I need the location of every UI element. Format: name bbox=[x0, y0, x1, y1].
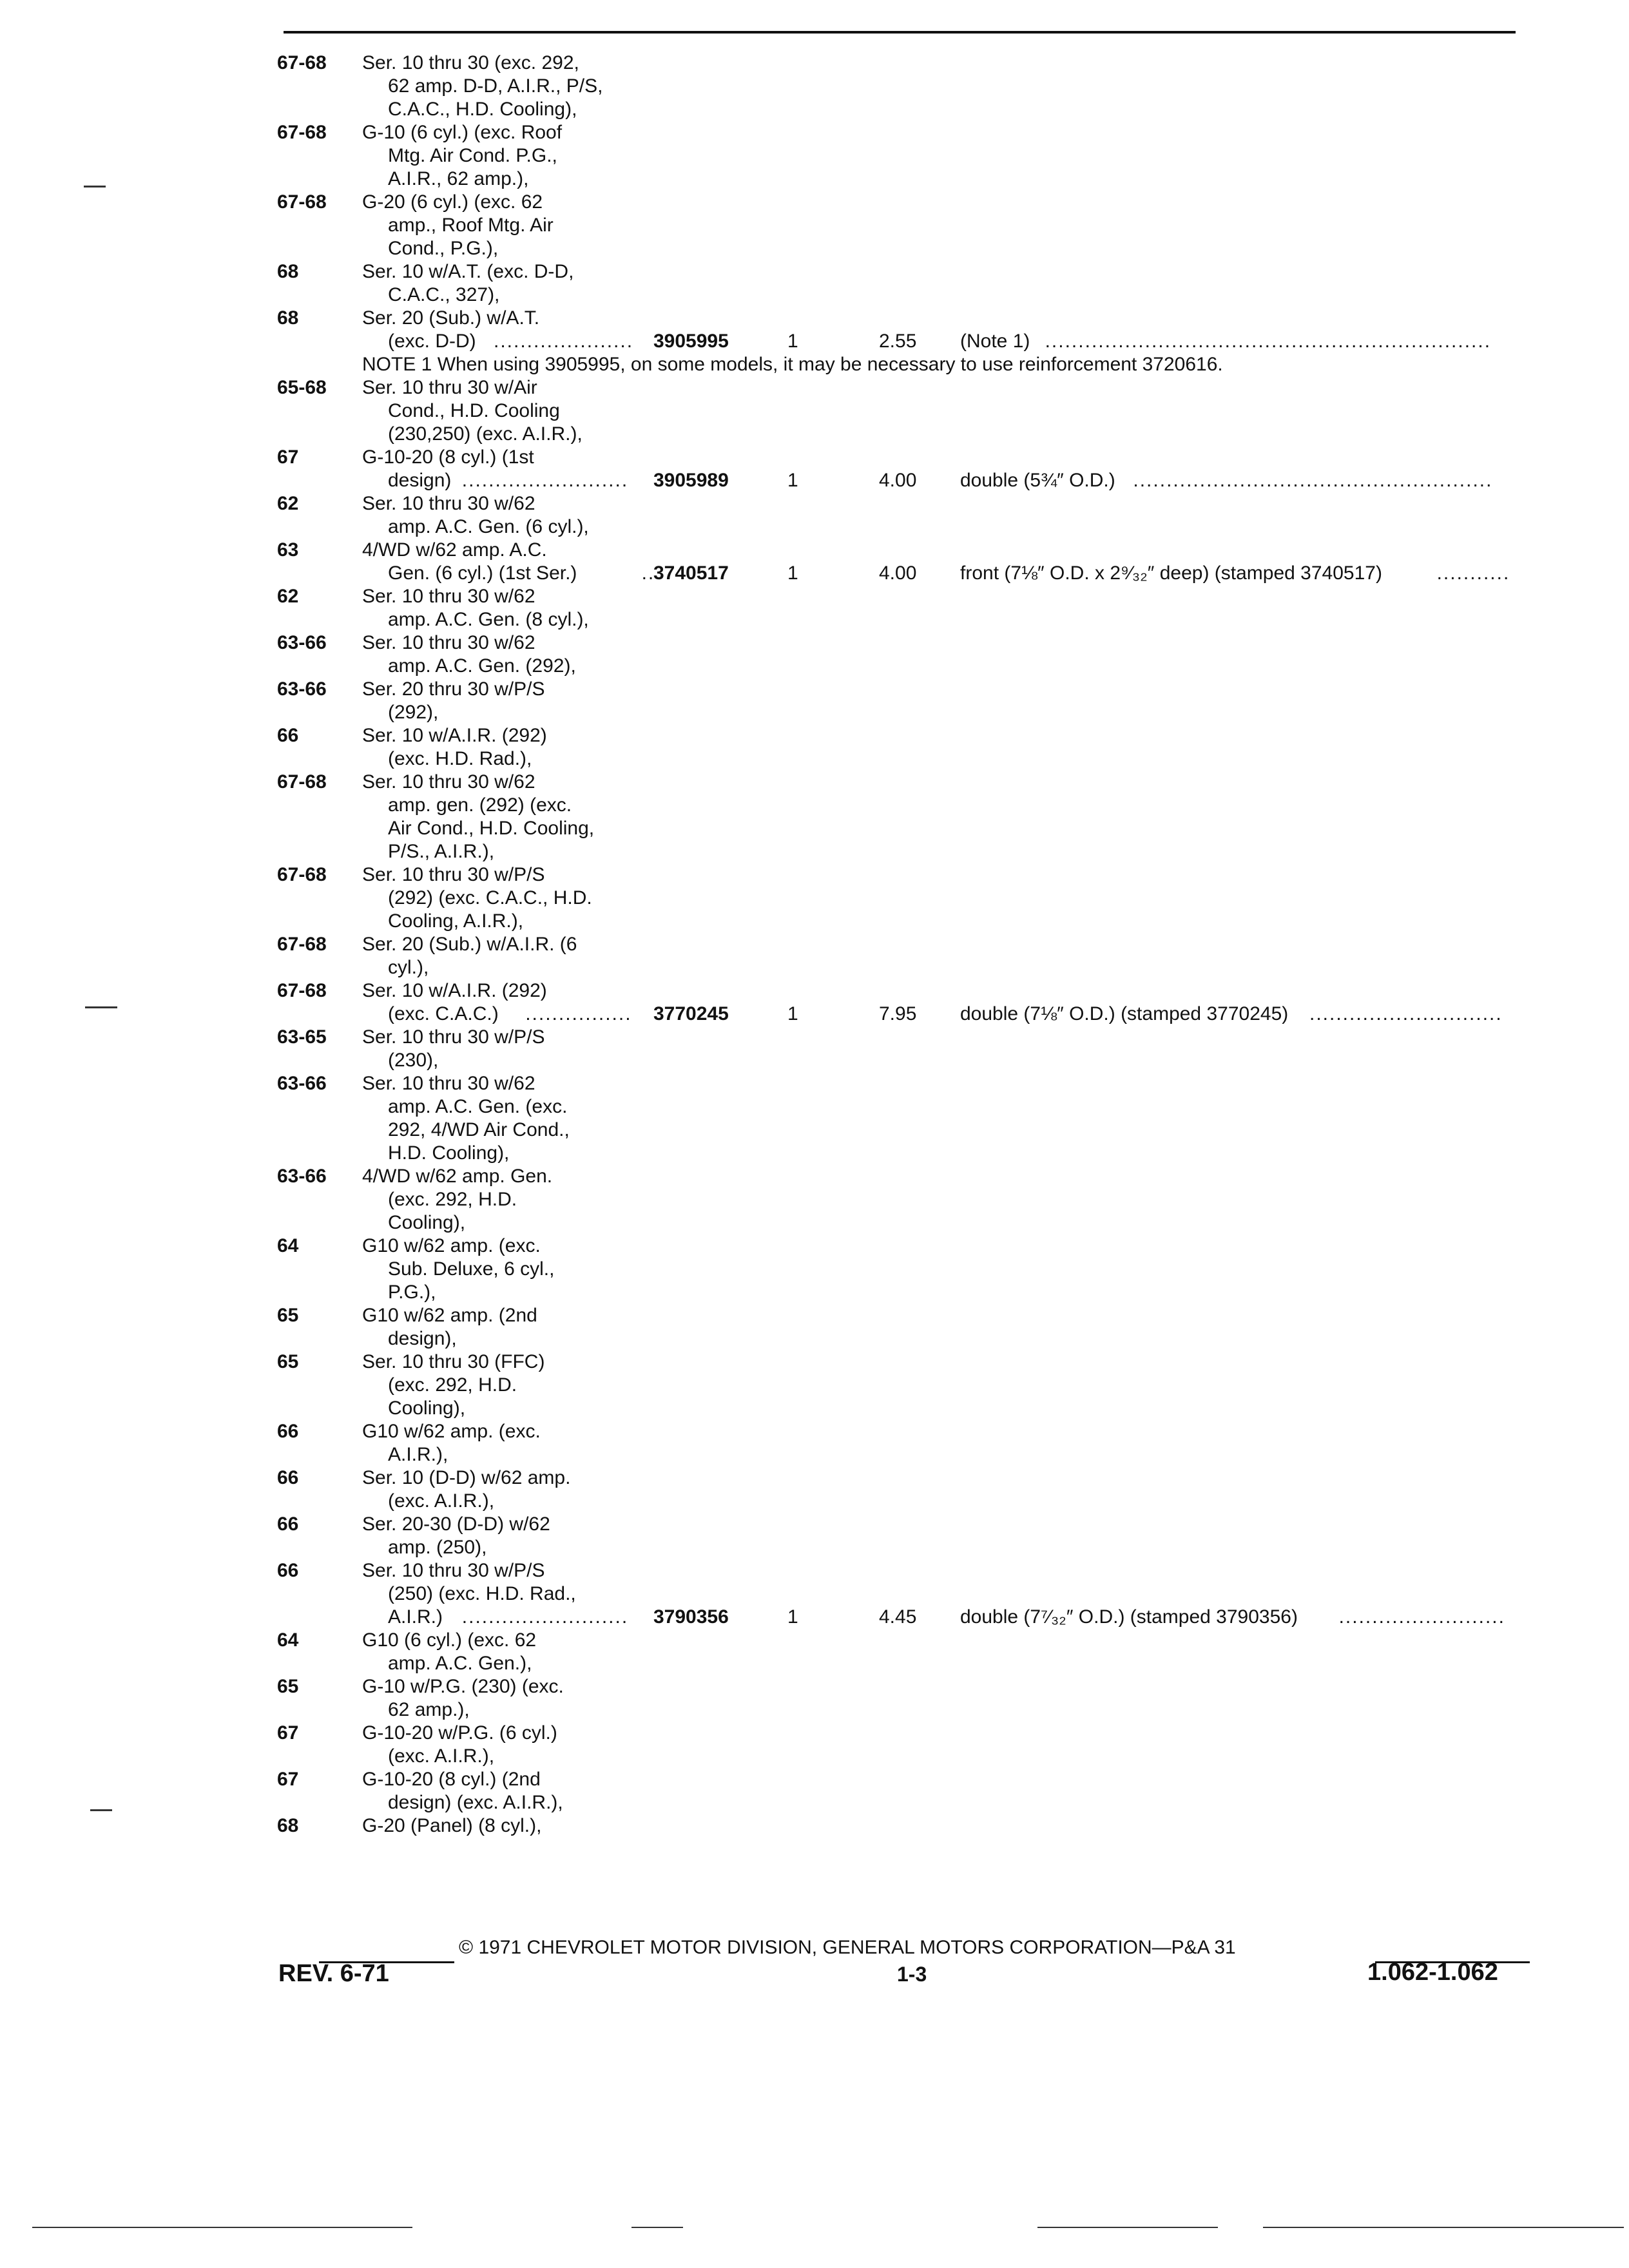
application-text: amp. (250), bbox=[388, 1537, 487, 1558]
quantity: 1 bbox=[787, 1606, 798, 1628]
application-entry bbox=[277, 1466, 1566, 1513]
application-text: Ser. 10 thru 30 w/62 bbox=[362, 771, 535, 793]
application-entry bbox=[277, 52, 1566, 121]
part-description: front (7⅛″ O.D. x 2⁹⁄₃₂″ deep) (stamped 3740517) bbox=[960, 562, 1382, 584]
model-year: 67-68 bbox=[277, 864, 327, 885]
section-number: 1.062-1.062 bbox=[1367, 1959, 1498, 1986]
dot-leader: .. bbox=[641, 562, 655, 584]
model-year: 66 bbox=[277, 1467, 299, 1488]
application-text: Ser. 10 thru 30 w/62 bbox=[362, 1073, 535, 1094]
application-entry bbox=[277, 1675, 1566, 1722]
application-text: Cooling), bbox=[388, 1212, 466, 1233]
application-text: cyl.), bbox=[388, 957, 429, 978]
application-text: H.D. Cooling), bbox=[388, 1142, 510, 1164]
part-number: 3790356 bbox=[653, 1606, 729, 1628]
application-entry bbox=[277, 771, 1566, 863]
application-text: amp. A.C. Gen. (292), bbox=[388, 655, 576, 677]
application-entry bbox=[277, 376, 1566, 446]
part-number: 3740517 bbox=[653, 562, 729, 584]
application-text: amp. A.C. Gen. (6 cyl.), bbox=[388, 516, 589, 537]
application-entry bbox=[277, 1235, 1566, 1304]
application-text: 4/WD w/62 amp. Gen. bbox=[362, 1166, 553, 1187]
model-year: 67-68 bbox=[277, 934, 327, 955]
application-text: G-10 (6 cyl.) (exc. Roof bbox=[362, 122, 563, 143]
application-text: G10 (6 cyl.) (exc. 62 bbox=[362, 1629, 537, 1651]
application-entry bbox=[277, 1722, 1566, 1768]
application-text: Cond., H.D. Cooling bbox=[388, 400, 560, 421]
application-text: Ser. 20 thru 30 w/P/S bbox=[362, 678, 545, 700]
application-entry bbox=[277, 1026, 1566, 1072]
application-text: Ser. 20 (Sub.) w/A.T. bbox=[362, 307, 540, 329]
application-text: 4/WD w/62 amp. A.C. bbox=[362, 539, 547, 561]
application-text: G-10-20 w/P.G. (6 cyl.) bbox=[362, 1722, 557, 1744]
application-text: G-10-20 (8 cyl.) (2nd bbox=[362, 1769, 541, 1790]
model-year: 66 bbox=[277, 725, 299, 746]
dot-leader: ......................... bbox=[461, 1606, 629, 1628]
application-text: (292) (exc. C.A.C., H.D. bbox=[388, 887, 592, 908]
application-text: (exc. 292, H.D. bbox=[388, 1374, 517, 1396]
application-text: (230,250) (exc. A.I.R.), bbox=[388, 423, 583, 445]
quantity: 1 bbox=[787, 331, 798, 352]
quantity: 1 bbox=[787, 1003, 798, 1024]
model-year: 63-66 bbox=[277, 632, 327, 653]
application-entry bbox=[277, 678, 1566, 724]
page-number: 1-3 bbox=[897, 1963, 927, 1986]
application-text: (exc. C.A.C.) bbox=[388, 1003, 499, 1024]
list-price: 4.00 bbox=[879, 470, 917, 491]
dot-leader: ................ bbox=[525, 1003, 632, 1024]
part-number: 3905995 bbox=[653, 331, 729, 352]
application-text: amp. A.C. Gen.), bbox=[388, 1653, 532, 1674]
application-text: G10 w/62 amp. (2nd bbox=[362, 1305, 537, 1326]
application-text: P.G.), bbox=[388, 1282, 436, 1303]
application-entry bbox=[277, 724, 1566, 771]
application-entry bbox=[277, 631, 1566, 678]
dot-leader: ........... bbox=[1436, 562, 1510, 584]
application-text: Ser. 10 thru 30 w/62 bbox=[362, 493, 535, 514]
application-text: Mtg. Air Cond. P.G., bbox=[388, 145, 557, 166]
application-text: A.I.R.) bbox=[388, 1606, 443, 1628]
application-text: design), bbox=[388, 1328, 457, 1349]
application-text: Ser. 10 (D-D) w/62 amp. bbox=[362, 1467, 571, 1488]
application-text: C.A.C., 327), bbox=[388, 284, 500, 305]
dot-leader: ......................... bbox=[1338, 1606, 1505, 1628]
margin-mark bbox=[90, 1809, 112, 1811]
model-year: 64 bbox=[277, 1629, 299, 1651]
dot-leader: ..................... bbox=[494, 331, 634, 352]
application-text: (exc. A.I.R.), bbox=[388, 1490, 495, 1512]
application-entry bbox=[277, 1629, 1566, 1675]
model-year: 67-68 bbox=[277, 980, 327, 1001]
scan-artifact-line bbox=[631, 2227, 683, 2228]
application-entry bbox=[277, 1513, 1566, 1559]
application-text: amp. A.C. Gen. (8 cyl.), bbox=[388, 609, 589, 630]
note-1: NOTE 1 When using 3905995, on some models, it may be necessary to use reinforcement 3720616. bbox=[362, 354, 1223, 375]
application-text: Ser. 10 w/A.I.R. (292) bbox=[362, 725, 547, 746]
application-entry bbox=[277, 585, 1566, 631]
application-text: (exc. H.D. Rad.), bbox=[388, 748, 532, 769]
model-year: 64 bbox=[277, 1235, 299, 1256]
model-year: 67 bbox=[277, 1722, 299, 1744]
application-text: G-20 (6 cyl.) (exc. 62 bbox=[362, 191, 543, 213]
scan-artifact-line bbox=[1263, 2227, 1624, 2228]
application-text: (exc. 292, H.D. bbox=[388, 1189, 517, 1210]
model-year: 63-66 bbox=[277, 678, 327, 700]
model-year: 62 bbox=[277, 586, 299, 607]
application-text: Ser. 10 thru 30 w/62 bbox=[362, 586, 535, 607]
application-entry bbox=[277, 1814, 1566, 1838]
application-text: P/S., A.I.R.), bbox=[388, 841, 495, 862]
application-text: 62 amp.), bbox=[388, 1699, 470, 1720]
application-entry bbox=[277, 260, 1566, 307]
application-entry bbox=[277, 1072, 1566, 1165]
margin-mark bbox=[85, 1006, 117, 1008]
dot-leader: ......................... bbox=[461, 470, 629, 491]
model-year: 62 bbox=[277, 493, 299, 514]
model-year: 63-66 bbox=[277, 1166, 327, 1187]
application-text: A.I.R.), bbox=[388, 1444, 448, 1465]
model-year: 65 bbox=[277, 1351, 299, 1372]
model-year: 63 bbox=[277, 539, 299, 561]
application-text: amp., Roof Mtg. Air bbox=[388, 215, 554, 236]
application-entry bbox=[277, 1350, 1566, 1420]
application-text: (exc. A.I.R.), bbox=[388, 1745, 495, 1767]
application-text: G10 w/62 amp. (exc. bbox=[362, 1235, 541, 1256]
application-text: G10 w/62 amp. (exc. bbox=[362, 1421, 541, 1442]
application-text: 62 amp. D-D, A.I.R., P/S, bbox=[388, 75, 603, 97]
application-text: G-20 (Panel) (8 cyl.), bbox=[362, 1815, 542, 1836]
application-text: Sub. Deluxe, 6 cyl., bbox=[388, 1258, 555, 1280]
model-year: 66 bbox=[277, 1421, 299, 1442]
application-entry bbox=[277, 191, 1566, 260]
part-description: (Note 1) bbox=[960, 331, 1030, 352]
model-year: 67-68 bbox=[277, 52, 327, 73]
application-text: Ser. 10 w/A.I.R. (292) bbox=[362, 980, 547, 1001]
application-entry bbox=[277, 492, 1566, 539]
list-price: 7.95 bbox=[879, 1003, 917, 1024]
application-text: Ser. 10 thru 30 (FFC) bbox=[362, 1351, 545, 1372]
scan-artifact-line bbox=[1037, 2227, 1218, 2228]
model-year: 67 bbox=[277, 1769, 299, 1790]
margin-mark bbox=[84, 186, 106, 187]
model-year: 65 bbox=[277, 1676, 299, 1697]
list-price: 4.00 bbox=[879, 562, 917, 584]
model-year: 63-66 bbox=[277, 1073, 327, 1094]
top-rule bbox=[284, 31, 1516, 34]
list-price: 4.45 bbox=[879, 1606, 917, 1628]
quantity: 1 bbox=[787, 470, 798, 491]
dot-leader: ............................. bbox=[1309, 1003, 1503, 1024]
application-text: Ser. 10 thru 30 w/P/S bbox=[362, 1026, 545, 1048]
dot-leader: ...................................................... bbox=[1133, 470, 1493, 491]
model-year: 63-65 bbox=[277, 1026, 327, 1048]
application-text: Ser. 10 thru 30 w/P/S bbox=[362, 1560, 545, 1581]
application-text: (230), bbox=[388, 1050, 439, 1071]
application-list bbox=[277, 52, 1566, 1838]
application-text: Ser. 10 thru 30 w/P/S bbox=[362, 864, 545, 885]
application-text: Cond., P.G.), bbox=[388, 238, 499, 259]
application-text: Air Cond., H.D. Cooling, bbox=[388, 818, 595, 839]
application-text: Ser. 10 w/A.T. (exc. D-D, bbox=[362, 261, 574, 282]
application-text: amp. A.C. Gen. (exc. bbox=[388, 1096, 568, 1117]
application-entry bbox=[277, 1165, 1566, 1235]
application-entry bbox=[277, 121, 1566, 191]
model-year: 67-68 bbox=[277, 122, 327, 143]
application-text: Ser. 20 (Sub.) w/A.I.R. (6 bbox=[362, 934, 577, 955]
model-year: 67-68 bbox=[277, 191, 327, 213]
application-entry bbox=[277, 863, 1566, 933]
application-text: Cooling, A.I.R.), bbox=[388, 910, 524, 932]
revision-label: REV. 6-71 bbox=[278, 1960, 389, 1987]
application-text: Ser. 20-30 (D-D) w/62 bbox=[362, 1514, 550, 1535]
application-text: G-10-20 (8 cyl.) (1st bbox=[362, 447, 534, 468]
model-year: 65 bbox=[277, 1305, 299, 1326]
quantity: 1 bbox=[787, 562, 798, 584]
model-year: 68 bbox=[277, 261, 299, 282]
application-text: (250) (exc. H.D. Rad., bbox=[388, 1583, 576, 1604]
application-entry bbox=[277, 1420, 1566, 1466]
list-price: 2.55 bbox=[879, 331, 917, 352]
application-text: Ser. 10 thru 30 w/62 bbox=[362, 632, 535, 653]
part-description: double (7⁷⁄₃₂″ O.D.) (stamped 3790356) bbox=[960, 1606, 1298, 1628]
application-entry bbox=[277, 1768, 1566, 1814]
part-description: double (7⅛″ O.D.) (stamped 3770245) bbox=[960, 1003, 1289, 1024]
model-year: 65-68 bbox=[277, 377, 327, 398]
application-text: G-10 w/P.G. (230) (exc. bbox=[362, 1676, 564, 1697]
dot-leader: ................................................................... bbox=[1045, 331, 1492, 352]
footer-copyright: © 1971 CHEVROLET MOTOR DIVISION, GENERAL MOTORS CORPORATION—P&A 31 bbox=[459, 1937, 1236, 1958]
model-year: 67-68 bbox=[277, 771, 327, 793]
model-year: 66 bbox=[277, 1560, 299, 1581]
model-year: 68 bbox=[277, 1815, 299, 1836]
application-text: C.A.C., H.D. Cooling), bbox=[388, 99, 577, 120]
application-text: A.I.R., 62 amp.), bbox=[388, 168, 529, 189]
application-text: (292), bbox=[388, 702, 439, 723]
model-year: 67 bbox=[277, 447, 299, 468]
scan-artifact-line bbox=[32, 2227, 412, 2228]
application-entry bbox=[277, 1304, 1566, 1350]
model-year: 66 bbox=[277, 1514, 299, 1535]
application-entry bbox=[277, 933, 1566, 979]
part-number: 3905989 bbox=[653, 470, 729, 491]
part-description: double (5¾″ O.D.) bbox=[960, 470, 1115, 491]
model-year: 68 bbox=[277, 307, 299, 329]
application-text: Cooling), bbox=[388, 1398, 466, 1419]
application-text: 292, 4/WD Air Cond., bbox=[388, 1119, 570, 1140]
application-text: design) (exc. A.I.R.), bbox=[388, 1792, 563, 1813]
application-text: Gen. (6 cyl.) (1st Ser.) bbox=[388, 562, 577, 584]
part-number: 3770245 bbox=[653, 1003, 729, 1024]
application-text: (exc. D-D) bbox=[388, 331, 476, 352]
application-text: Ser. 10 thru 30 w/Air bbox=[362, 377, 537, 398]
application-text: amp. gen. (292) (exc. bbox=[388, 794, 572, 816]
application-text: Ser. 10 thru 30 (exc. 292, bbox=[362, 52, 579, 73]
application-text: design) bbox=[388, 470, 452, 491]
